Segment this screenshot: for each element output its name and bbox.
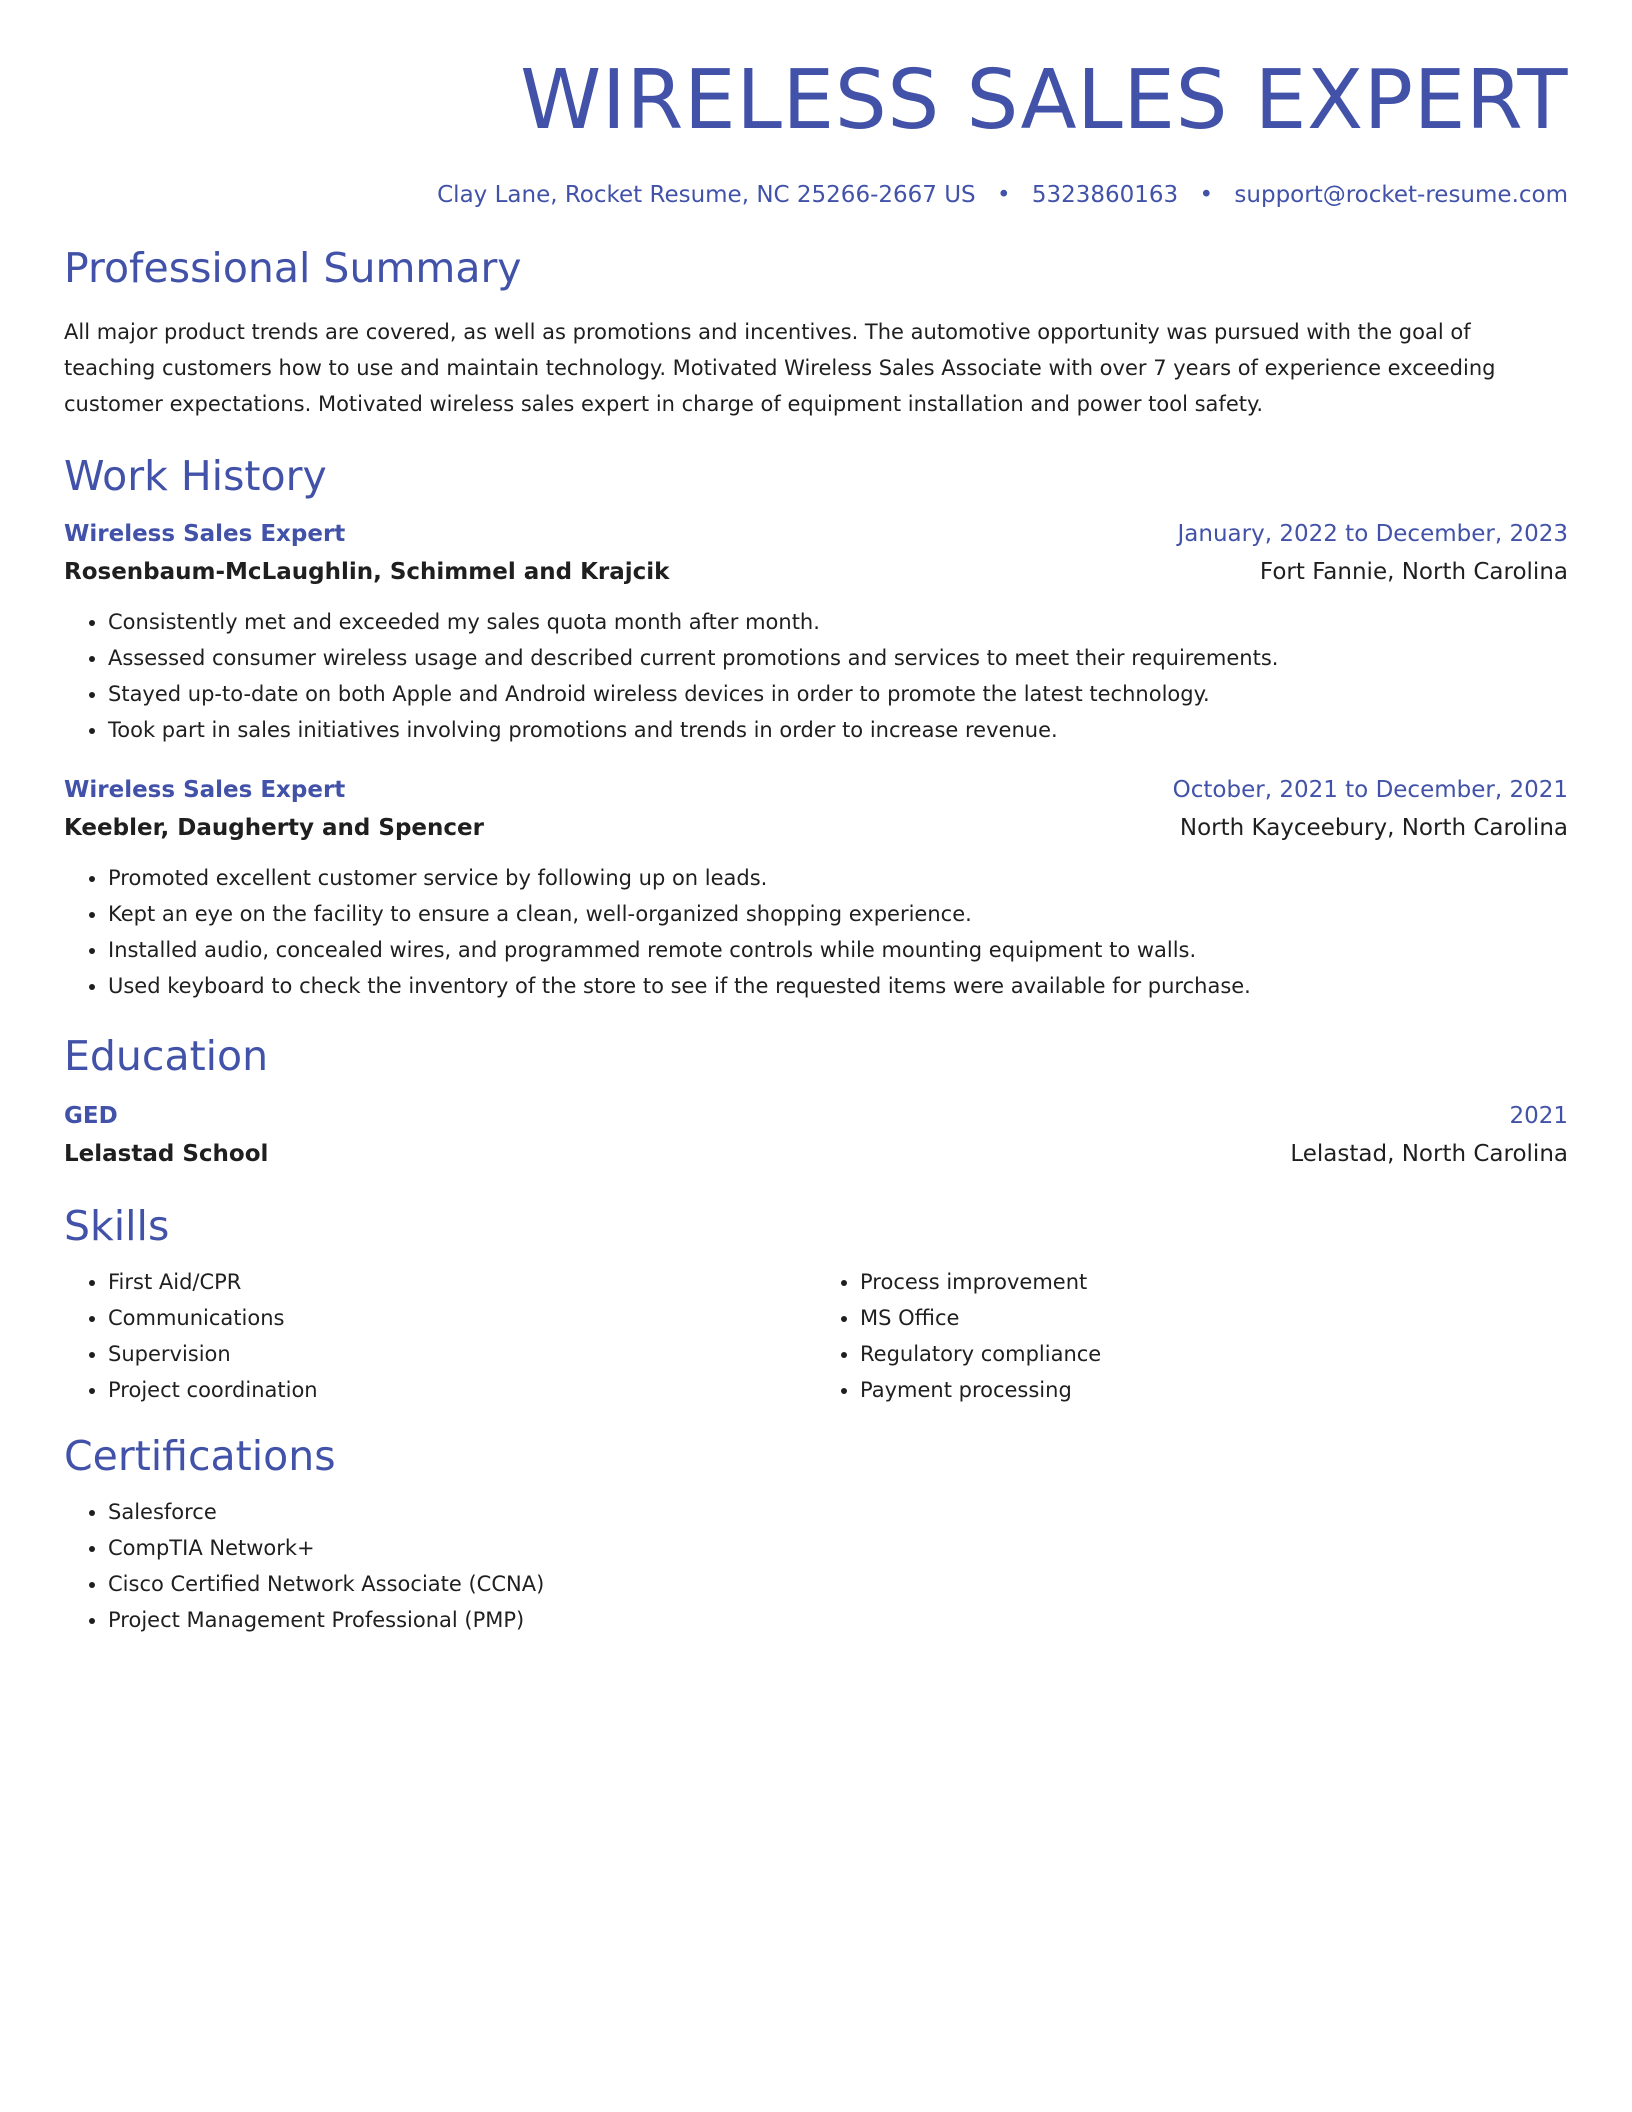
- education-degree: GED: [64, 1103, 118, 1129]
- contact-address: Clay Lane, Rocket Resume, NC 25266-2667 US: [437, 182, 976, 208]
- job-header-row: [64, 516, 1568, 552]
- education-header-row: [64, 1098, 1568, 1134]
- skill-item: • Regulatory compliance: [860, 1336, 1568, 1372]
- certification-item: • Project Management Professional (PMP): [108, 1602, 1568, 1638]
- job-company-row: [64, 808, 1568, 848]
- job-entry: [64, 516, 1568, 748]
- skill-item: • MS Office: [860, 1300, 1568, 1336]
- skill-item: • Payment processing: [860, 1372, 1568, 1408]
- certifications-list: [64, 1494, 1568, 1638]
- skills-list: [64, 1264, 816, 1408]
- skill-item: • First Aid/CPR: [108, 1264, 816, 1300]
- job-bullet: • Assessed consumer wireless usage and described current promotions and services to meet their requirements.: [108, 640, 1568, 676]
- job-bullet: • Installed audio, concealed wires, and programmed remote controls while mounting equipment to walls.: [108, 932, 1568, 968]
- education-location: Lelastad, North Carolina: [1290, 1141, 1568, 1167]
- job-entry: [64, 772, 1568, 1004]
- job-title: Wireless Sales Expert: [64, 521, 346, 547]
- contact-line: [64, 180, 1568, 210]
- skills-column-left: [64, 1264, 816, 1408]
- skill-item: • Supervision: [108, 1336, 816, 1372]
- job-dates: January, 2022 to December, 2023: [1177, 521, 1568, 547]
- job-bullet: • Took part in sales initiatives involving promotions and trends in order to increase revenue.: [108, 712, 1568, 748]
- job-company-row: [64, 552, 1568, 592]
- skills-grid: [64, 1264, 1568, 1408]
- contact-email: support@rocket-resume.com: [1234, 182, 1568, 208]
- skills-column-right: [816, 1264, 1568, 1408]
- skill-item: • Process improvement: [860, 1264, 1568, 1300]
- skills-heading: Skills: [64, 1202, 170, 1250]
- certification-item: • Cisco Certified Network Associate (CCNA): [108, 1566, 1568, 1602]
- summary-heading: Professional Summary: [64, 244, 522, 292]
- education-school-row: [64, 1134, 1568, 1174]
- certifications-heading: Certifications: [64, 1432, 336, 1480]
- job-title: Wireless Sales Expert: [64, 777, 346, 803]
- job-bullet: • Used keyboard to check the inventory of the store to see if the requested items were available for purchase.: [108, 968, 1568, 1004]
- job-location: Fort Fannie, North Carolina: [1259, 559, 1568, 585]
- job-bullet: • Stayed up-to-date on both Apple and Android wireless devices in order to promote the latest technology.: [108, 676, 1568, 712]
- job-company: Keebler, Daugherty and Spencer: [64, 815, 484, 841]
- job-bullet: • Consistently met and exceeded my sales quota month after month.: [108, 604, 1568, 640]
- job-bullet-list: [64, 604, 1568, 748]
- job-header-row: [64, 772, 1568, 808]
- skill-item: • Project coordination: [108, 1372, 816, 1408]
- contact-separator: •: [996, 182, 1011, 208]
- education-entry: [64, 1098, 1568, 1174]
- education-year: 2021: [1509, 1103, 1568, 1129]
- job-company: Rosenbaum-McLaughlin, Schimmel and Krajcik: [64, 559, 670, 585]
- contact-separator: •: [1199, 182, 1214, 208]
- skills-list: [816, 1264, 1568, 1408]
- summary-text: All major product trends are covered, as well as promotions and incentives. The automotive opportunity was pursued with the goal of teaching customers how to use and maintain technology. Motivated Wireless Sales Associate with over 7 years of experience exceeding customer expectations. Motivated wireless sales expert in charge of equipment installation and power tool safety.: [64, 320, 1496, 416]
- work-history-heading: Work History: [64, 452, 327, 500]
- certification-item: • Salesforce: [108, 1494, 1568, 1530]
- job-bullet: • Kept an eye on the facility to ensure a clean, well-organized shopping experience.: [108, 896, 1568, 932]
- skill-item: • Communications: [108, 1300, 816, 1336]
- education-school: Lelastad School: [64, 1141, 269, 1167]
- certification-item: • CompTIA Network+: [108, 1530, 1568, 1566]
- education-heading: Education: [64, 1032, 269, 1080]
- job-bullet: • Promoted excellent customer service by following up on leads.: [108, 860, 1568, 896]
- job-dates: October, 2021 to December, 2021: [1172, 777, 1568, 803]
- contact-phone: 5323860163: [1031, 182, 1179, 208]
- job-location: North Kayceebury, North Carolina: [1179, 815, 1568, 841]
- job-bullet-list: [64, 860, 1568, 1004]
- resume-name-title: WIRELESS SALES EXPERT: [520, 53, 1568, 148]
